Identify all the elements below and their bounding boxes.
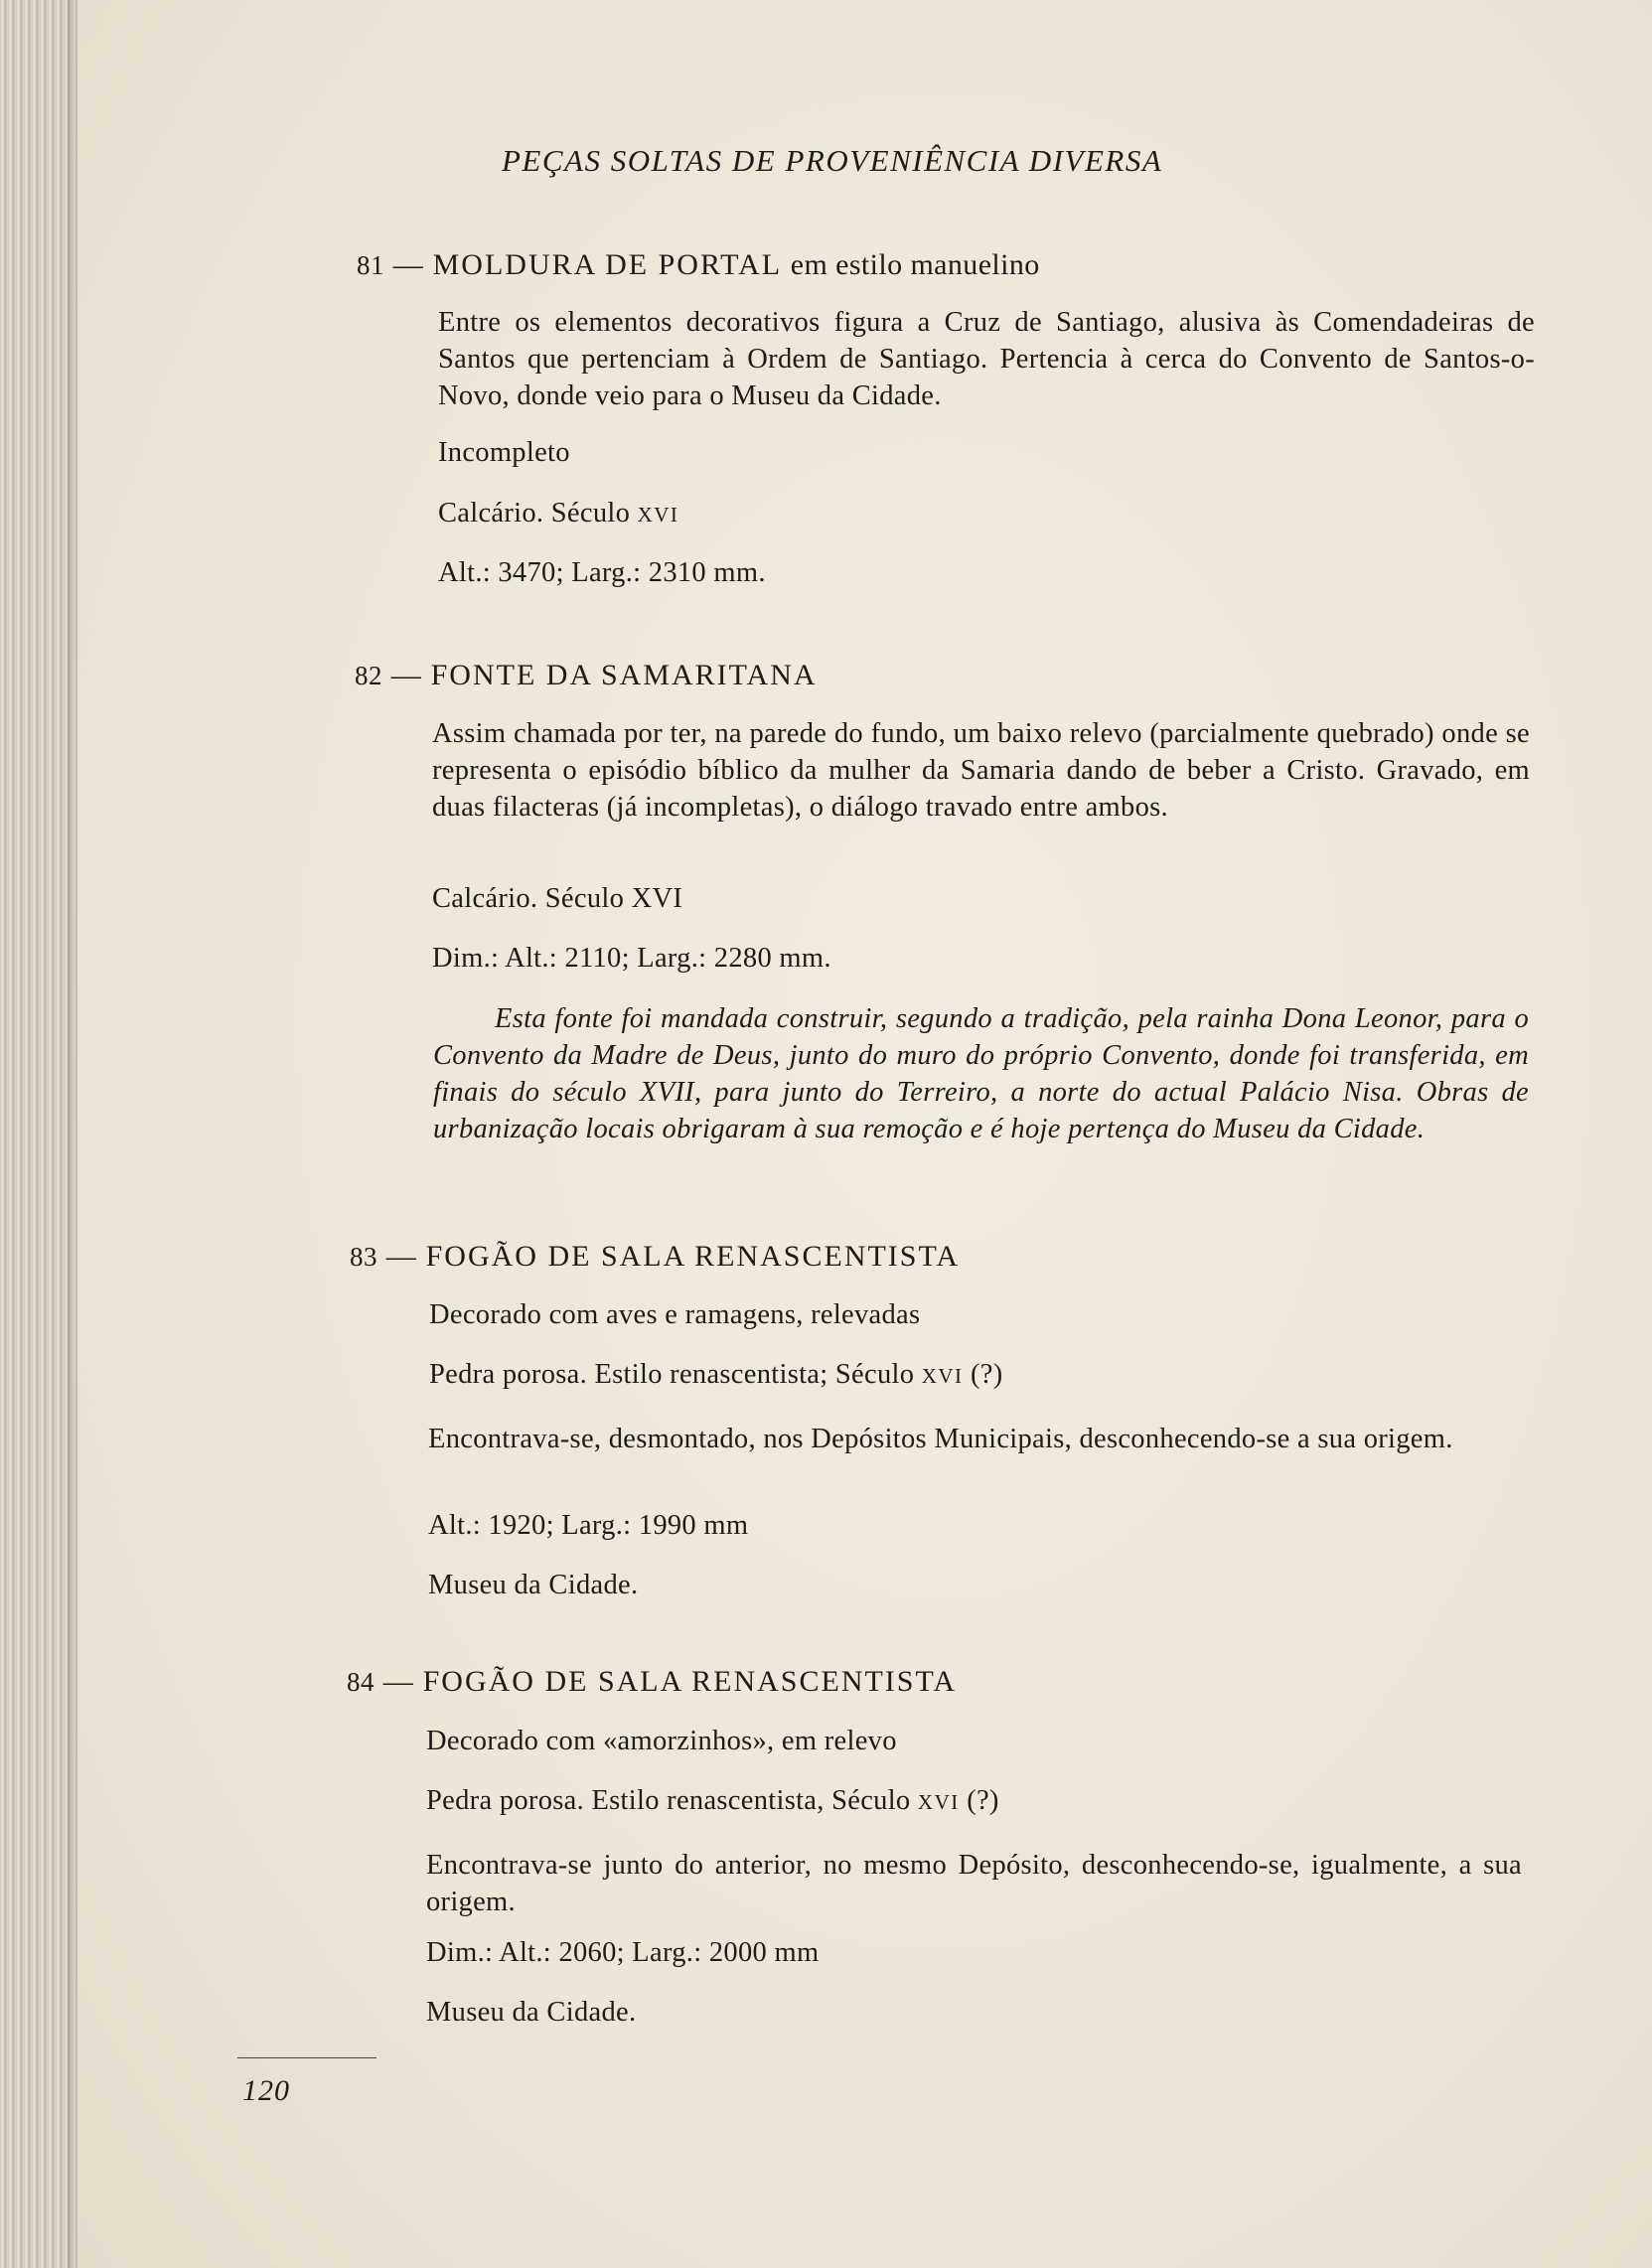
material-date-prefix: Pedra porosa. Estilo renascentista; Século [429, 1359, 915, 1390]
entry-description: Decorado com «amorzinhos», em relevo [426, 1726, 897, 1756]
century-numeral: XVI [637, 503, 679, 527]
entry-dimensions: Alt.: 3470; Larg.: 2310 mm. [438, 557, 766, 588]
entry-title-suffix: em estilo manuelino [790, 248, 1040, 281]
page-number: 120 [242, 2074, 290, 2107]
entry-provenance: Encontrava-se, desmontado, nos Depósitos Municipais, desconhecendo-se a sua origem. [428, 1424, 1453, 1454]
running-head: PEÇAS SOLTAS DE PROVENIÊNCIA DIVERSA [502, 143, 1163, 178]
entry-dimensions: Dim.: Alt.: 2060; Larg.: 2000 mm [426, 1937, 820, 1968]
entry-location: Museu da Cidade. [428, 1570, 639, 1600]
entry-heading: 82 — FONTE DA SAMARITANA [355, 659, 818, 691]
entry-material-date [426, 1785, 999, 1817]
entry-dimensions: Alt.: 1920; Larg.: 1990 mm [428, 1510, 749, 1541]
century-numeral: XVI [917, 1790, 960, 1814]
entry-dimensions: Dim.: Alt.: 2110; Larg.: 2280 mm. [432, 943, 831, 974]
entry-number: 83 [350, 1242, 377, 1272]
entry-title: MOLDURA DE PORTAL [432, 248, 783, 281]
material-date-prefix: Calcário. Século [438, 498, 631, 529]
footer-rule [237, 2057, 376, 2058]
entry-title: FOGÃO DE SALA RENASCENTISTA [425, 1240, 961, 1273]
entry-provenance: Encontrava-se junto do anterior, no mesmo Depósito, desconhecendo-se, igualmente, a sua origem. [426, 1850, 1522, 1917]
entry-description: Decorado com aves e ramagens, relevadas [429, 1299, 921, 1330]
entry-number: 82 [355, 661, 382, 690]
entry-description: Assim chamada por ter, na parede do fundo, um baixo relevo (parcialmente quebrado) onde se representa o episódio bíblico da mulher da Samaria dando de beber a Cristo. Gravado, em duas filacteras (já incompletas), o diálogo travado entre ambos. [432, 718, 1530, 823]
entry-number: 84 [347, 1667, 375, 1697]
book-page-edges [0, 0, 77, 2268]
entry-title: FONTE DA SAMARITANA [430, 659, 818, 691]
entry-material-date [438, 498, 678, 529]
entry-location: Museu da Cidade. [426, 1997, 637, 2028]
entry-historical-note: Esta fonte foi mandada construir, segundo a tradição, pela rainha Dona Leonor, para o Convento da Madre de Deus, junto do muro do próprio Convento, donde foi transferida, em finais do século XVII, para junto do Terreiro, a norte do actual Palácio Nisa. Obras de urbanização locais obrigaram à sua remoção e é hoje pertença do Museu da Cidade. [433, 1003, 1529, 1144]
entry-heading: 81 — MOLDURA DE PORTAL em estilo manuelino [357, 248, 1040, 281]
entry-material-date [429, 1359, 1003, 1391]
entry-description: Entre os elementos decorativos figura a Cruz de Santiago, alusiva às Comendadeiras de Santos que pertenciam à Ordem de Santiago. Pertencia à cerca do Convento de Santos-o-Novo, donde veio para o Museu da Cidade. [438, 307, 1535, 411]
entry-material-date: Calcário. Século XVI [432, 883, 683, 914]
entry-heading: 84 — FOGÃO DE SALA RENASCENTISTA [347, 1665, 958, 1698]
entry-number: 81 [357, 250, 384, 280]
material-date-prefix: Pedra porosa. Estilo renascentista, Século [426, 1785, 911, 1816]
entry-title: FOGÃO DE SALA RENASCENTISTA [422, 1665, 958, 1698]
entry-heading: 83 — FOGÃO DE SALA RENASCENTISTA [350, 1240, 961, 1273]
entry-condition: Incompleto [438, 437, 570, 468]
material-date-suffix: (?) [970, 1359, 1003, 1390]
century-numeral: XVI [921, 1364, 964, 1388]
material-date-suffix: (?) [967, 1785, 999, 1816]
